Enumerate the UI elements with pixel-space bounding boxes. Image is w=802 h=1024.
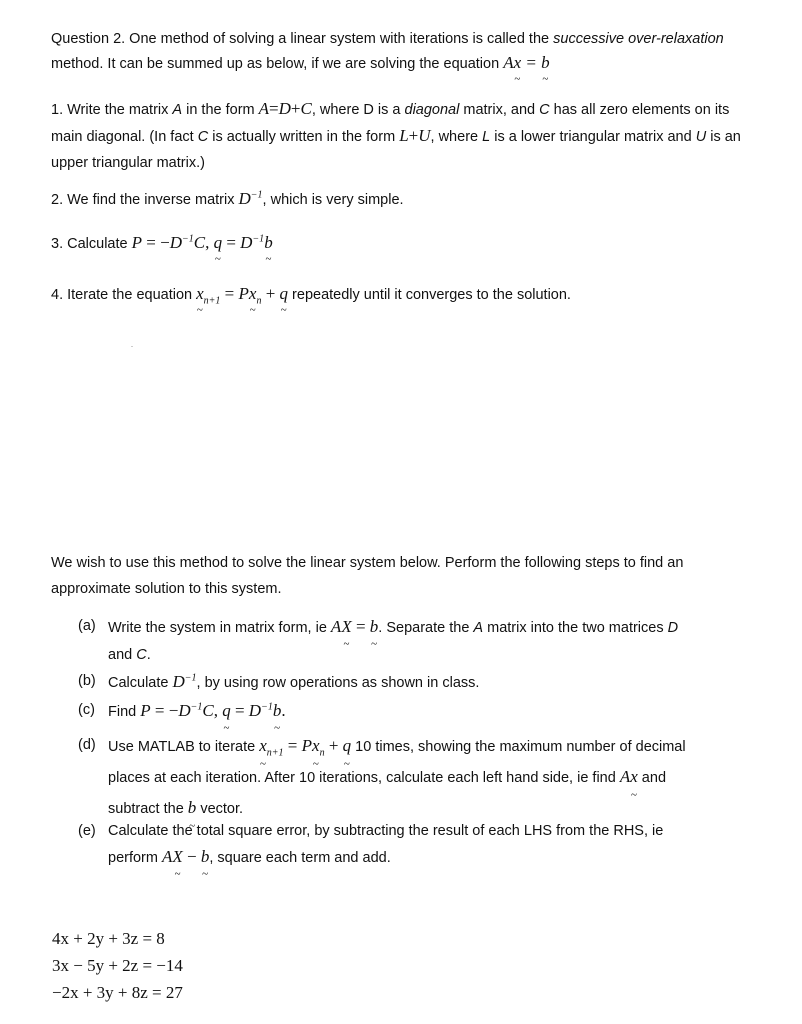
task-a-text-4: and [108, 647, 137, 663]
step-1-text-d: matrix, and [459, 102, 540, 118]
task-c-text: Find $P = -D^{-1}C$, q ~ = $D^{-1}b$ ~. [108, 697, 758, 726]
matrix-u: U [695, 129, 707, 145]
iteration-formula-d: x $\sim_{n+1}$ [259, 736, 283, 755]
task-a-text: Write the system in matrix form, ie AX ~ = b ~. Separate the A matrix into the two matrices D and C. [108, 613, 758, 669]
matrix-a: A [172, 102, 183, 118]
task-a-matrix-a: A [473, 620, 484, 636]
task-c-text-1: Find [108, 704, 141, 720]
task-b-text [108, 668, 758, 697]
task-intro: We wish to use this method to solve the linear system below. Perform the following steps to find an approximate solution to this system. [51, 555, 684, 597]
step-3: 3. Calculate $P = -D^{-1}C$, q ~ = $D^{-1}b$ ~ [51, 231, 751, 256]
task-e-text-1: Calculate the total square error, by subtracting the result of each LHS from the RHS, ie [108, 823, 664, 839]
step-1-text-g: , where [430, 129, 483, 145]
step-1-text-c: , where D is a [311, 102, 405, 118]
task-b-text-2: , by using row operations as shown in class. [196, 675, 480, 691]
system-equation-1: 4x + 2y + 3z = 8 [52, 929, 165, 948]
step-1-text-i: is an upper triangular matrix.) [51, 129, 741, 171]
task-a-text-3: matrix into the two matrices [483, 620, 668, 636]
step-4-text-b: repeatedly until it converges to the solution. [288, 287, 571, 303]
task-d-text: Use MATLAB to iterate x $\sim_{n+1} = Px$ $\sim_n + q$ ~ 10 times, showing the maximum number of decimal places at each iteration. After 10 iterations, calculate each left hand side, ie find Ax ~ and subtract the b ~ vector. [108, 731, 758, 824]
task-a-matrix-d: D [667, 620, 679, 636]
task-e-text: Calculate the total square error, by subtracting the result of each LHS from the RHS, ie perform AX ~ − b ~, square each term and add. [108, 818, 758, 871]
task-a [78, 613, 758, 667]
task-b-label: (b) [78, 673, 96, 689]
method-name: successive over-relaxation [553, 31, 724, 47]
step-1-text-h: is a lower triangular matrix and [490, 129, 696, 145]
task-d-text-4: and [637, 770, 667, 786]
task-a-label: (a) [78, 618, 96, 634]
system-equation-3: −2x + 3y + 8z = 27 [52, 983, 183, 1002]
task-d-text-1: Use MATLAB to iterate [108, 739, 260, 755]
step-2-text-b: , which is very simple. [262, 192, 404, 208]
task-b-text-1: Calculate [108, 675, 173, 691]
step-2-text: 2. We find the inverse matrix [51, 192, 239, 208]
matrix-c-2: C [197, 129, 209, 145]
step-2 [51, 187, 751, 212]
diagonal-word: diagonal [404, 102, 460, 118]
formula-a-d-c: A [258, 99, 270, 118]
formula-p-q-c: P [140, 701, 151, 720]
task-d-text-3: places at each iteration. After 10 iterations, calculate each left hand side, ie find [108, 770, 620, 786]
iteration-formula: x $\sim_{n+1}$ [196, 284, 220, 303]
step-1-text-f: is actually written in the form [208, 129, 400, 145]
formula-l-u: L [399, 126, 409, 145]
task-e-label: (e) [78, 823, 96, 839]
step-1-text-b: in the form [182, 102, 259, 118]
stray-mark [131, 346, 133, 347]
step-3-text: 3. Calculate [51, 236, 132, 252]
task-a-matrix-c: C [136, 647, 147, 663]
system-equation-2: 3x − 5y + 2z = −14 [52, 956, 183, 975]
task-e-text-2: perform [108, 850, 162, 866]
task-d-text-6: vector. [196, 801, 244, 817]
task-a-text-2: . Separate the [378, 620, 474, 636]
step-1-text-e: has all zero elements on its main diagonal. (In fact [51, 102, 730, 145]
task-d-text-5: subtract the [108, 801, 188, 817]
task-e-text-3: , square each term and add. [209, 850, 391, 866]
step-1-text: 1. Write the matrix [51, 102, 173, 118]
matrix-l: L [482, 129, 491, 145]
step-4: 4. Iterate the equation x $\sim_{n+1} = Px$ $\sim_n + q$ ~ repeatedly until it converges to the solution. [51, 282, 751, 307]
task-a-text-1: Write the system in matrix form, ie [108, 620, 331, 636]
matrix-c: C [539, 102, 550, 118]
intro-text: Question 2. One method of solving a linear system with iterations is called the [51, 31, 554, 47]
intro-text-2: method. It can be summed up as below, if we are solving the equation [51, 56, 504, 72]
equation-axb: Ax ~ = b ~ [503, 53, 549, 72]
task-d-label: (d) [78, 737, 96, 753]
question-intro [51, 27, 751, 76]
task-d-text-2: 10 times, showing the maximum number of decimal [351, 739, 686, 755]
formula-ax-b: AX ~ [331, 617, 352, 636]
task-c-label: (c) [78, 702, 95, 718]
task-a-period: . [146, 647, 151, 663]
d-inverse: $D^{-1}$ [238, 189, 263, 208]
formula-p-q: P [131, 233, 142, 252]
formula-ax-d: Ax ~ [620, 767, 638, 786]
vector-b-d: b ~ [188, 798, 197, 817]
d-inverse-b: $D^{-1}$ [172, 672, 197, 691]
step-4-text: 4. Iterate the equation [51, 287, 197, 303]
step-1: 1. Write the matrix A in the form A=D+C, where D is a diagonal matrix, and C has all zero elements on its main diagonal. (In fact C is actually written in the form L+U, where L is a lower triangular matrix and U is an upper triangular matrix.) [51, 99, 741, 171]
formula-ax-minus-b: AX ~ [162, 847, 183, 866]
